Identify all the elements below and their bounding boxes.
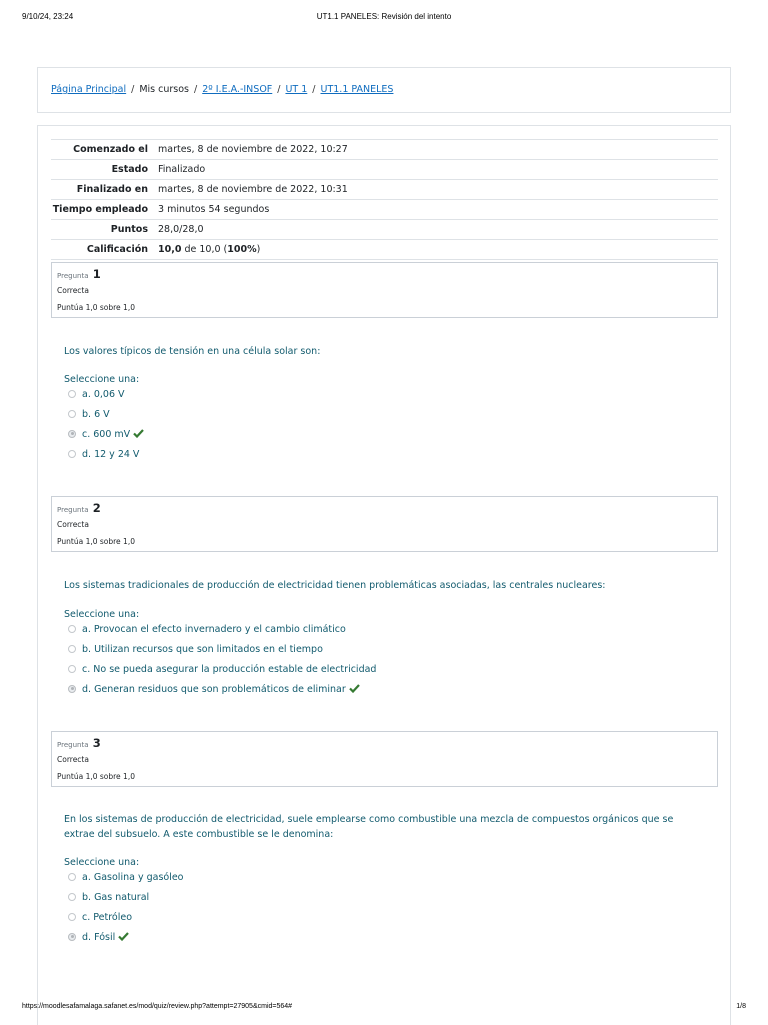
answer-label: d. Generan residuos que son problemáticos de eliminar <box>82 684 346 695</box>
answer-label: c. Petróleo <box>82 912 133 923</box>
summary-row-grade <box>51 240 718 260</box>
grade-out-of: de 10,0 ( <box>181 244 228 255</box>
summary-value: Finalizado <box>158 164 206 175</box>
grade-score: 10,0 <box>158 244 182 255</box>
print-footer <box>0 1000 768 1020</box>
summary-label: Comenzado el <box>73 144 148 155</box>
answer-label: b. Gas natural <box>82 892 150 903</box>
check-icon <box>133 429 144 438</box>
answer-label: a. 0,06 V <box>82 389 125 400</box>
answer-option-selected[interactable] <box>68 684 376 704</box>
answer-list <box>68 624 376 704</box>
question-state: Correcta <box>57 520 89 529</box>
summary-label: Tiempo empleado <box>52 204 148 215</box>
summary-label: Calificación <box>86 244 148 255</box>
answer-label: c. 600 mV <box>82 429 131 440</box>
radio-button[interactable] <box>68 913 76 921</box>
answer-option[interactable] <box>68 644 376 664</box>
question-number: 2 <box>92 501 101 515</box>
breadcrumb-activity-link[interactable]: UT1.1 PANELES <box>320 84 394 95</box>
radio-button[interactable] <box>68 645 76 653</box>
radio-button-checked[interactable] <box>68 430 76 438</box>
breadcrumb <box>51 84 393 95</box>
answer-label: a. Gasolina y gasóleo <box>82 872 184 883</box>
radio-button-checked[interactable] <box>68 933 76 941</box>
summary-row-finished <box>51 180 718 200</box>
summary-row-points <box>51 220 718 240</box>
question-label-text: Pregunta <box>57 741 89 749</box>
question-info-1 <box>51 262 718 318</box>
radio-button[interactable] <box>68 625 76 633</box>
question-label-text: Pregunta <box>57 506 89 514</box>
question-label-text: Pregunta <box>57 272 89 280</box>
summary-row-started <box>51 140 718 160</box>
grade-close: ) <box>256 244 261 255</box>
print-header <box>0 0 768 30</box>
radio-button[interactable] <box>68 410 76 418</box>
breadcrumb-course-link[interactable]: 2º I.E.A.-INSOF <box>202 84 273 95</box>
radio-button[interactable] <box>68 450 76 458</box>
question-text: En los sistemas de producción de electricidad, suele emplearse como combustible una mezcla de compuestos orgánicos que se extrae del subsuelo. A este combustible se le denomina: <box>64 814 674 840</box>
answer-option[interactable] <box>68 389 144 409</box>
print-page-number: 1/8 <box>736 1003 746 1010</box>
radio-button[interactable] <box>68 665 76 673</box>
summary-value <box>153 240 718 260</box>
breadcrumb-container <box>37 67 731 113</box>
print-datetime: 9/10/24, 23:24 <box>22 12 74 21</box>
check-icon <box>349 684 360 693</box>
question-prompt: Seleccione una: <box>64 857 140 868</box>
answer-option-selected[interactable] <box>68 429 144 449</box>
question-label <box>57 501 101 515</box>
question-info-3 <box>51 731 718 787</box>
summary-value: 3 minutos 54 segundos <box>158 204 270 215</box>
summary-value: martes, 8 de noviembre de 2022, 10:31 <box>158 184 348 195</box>
answer-option[interactable] <box>68 892 184 912</box>
question-label <box>57 736 101 750</box>
question-text: Los valores típicos de tensión en una célula solar son: <box>64 346 321 357</box>
answer-label: d. 12 y 24 V <box>82 449 140 460</box>
summary-row-time <box>51 200 718 220</box>
question-prompt: Seleccione una: <box>64 609 140 620</box>
radio-button[interactable] <box>68 390 76 398</box>
answer-option[interactable] <box>68 912 184 932</box>
summary-row-state <box>51 160 718 180</box>
answer-option[interactable] <box>68 624 376 644</box>
question-state: Correcta <box>57 755 89 764</box>
answer-option[interactable] <box>68 664 376 684</box>
answer-label: a. Provocan el efecto invernadero y el cambio climático <box>82 624 346 635</box>
answer-option[interactable] <box>68 409 144 429</box>
question-grade: Puntúa 1,0 sobre 1,0 <box>57 772 135 781</box>
breadcrumb-separator: / <box>194 84 198 95</box>
question-label <box>57 267 101 281</box>
question-state: Correcta <box>57 286 89 295</box>
question-prompt: Seleccione una: <box>64 374 140 385</box>
answer-option[interactable] <box>68 872 184 892</box>
summary-label: Estado <box>111 164 148 175</box>
answer-list <box>68 872 184 952</box>
attempt-summary-table <box>51 139 718 260</box>
answer-list <box>68 389 144 469</box>
question-grade: Puntúa 1,0 sobre 1,0 <box>57 537 135 546</box>
answer-option-selected[interactable] <box>68 932 184 952</box>
answer-option[interactable] <box>68 449 144 469</box>
breadcrumb-separator: / <box>312 84 316 95</box>
answer-label: b. 6 V <box>82 409 110 420</box>
print-title: UT1.1 PANELES: Revisión del intento <box>316 12 452 21</box>
breadcrumb-section-link[interactable]: UT 1 <box>285 84 308 95</box>
breadcrumb-my-courses: Mis cursos <box>139 84 190 95</box>
question-grade: Puntúa 1,0 sobre 1,0 <box>57 303 135 312</box>
breadcrumb-home-link[interactable]: Página Principal <box>51 84 127 95</box>
answer-label: d. Fósil <box>82 932 116 943</box>
print-url: https://moodlesafamalaga.safanet.es/mod/quiz/review.php?attempt=27905&cmid=564# <box>22 1003 293 1010</box>
radio-button-checked[interactable] <box>68 685 76 693</box>
summary-value: 28,0/28,0 <box>158 224 204 235</box>
question-number: 1 <box>92 267 101 281</box>
breadcrumb-separator: / <box>131 84 135 95</box>
question-number: 3 <box>92 736 101 750</box>
radio-button[interactable] <box>68 873 76 881</box>
radio-button[interactable] <box>68 893 76 901</box>
answer-label: c. No se pueda asegurar la producción estable de electricidad <box>82 664 377 675</box>
question-info-2 <box>51 496 718 552</box>
question-text: Los sistemas tradicionales de producción de electricidad tienen problemáticas asociadas, las centrales nucleares: <box>64 580 606 591</box>
check-icon <box>118 932 129 941</box>
breadcrumb-separator: / <box>277 84 281 95</box>
grade-percent: 100% <box>227 244 257 255</box>
summary-label: Puntos <box>110 224 148 235</box>
summary-label: Finalizado en <box>76 184 148 195</box>
answer-label: b. Utilizan recursos que son limitados en el tiempo <box>82 644 323 655</box>
summary-value: martes, 8 de noviembre de 2022, 10:27 <box>158 144 348 155</box>
